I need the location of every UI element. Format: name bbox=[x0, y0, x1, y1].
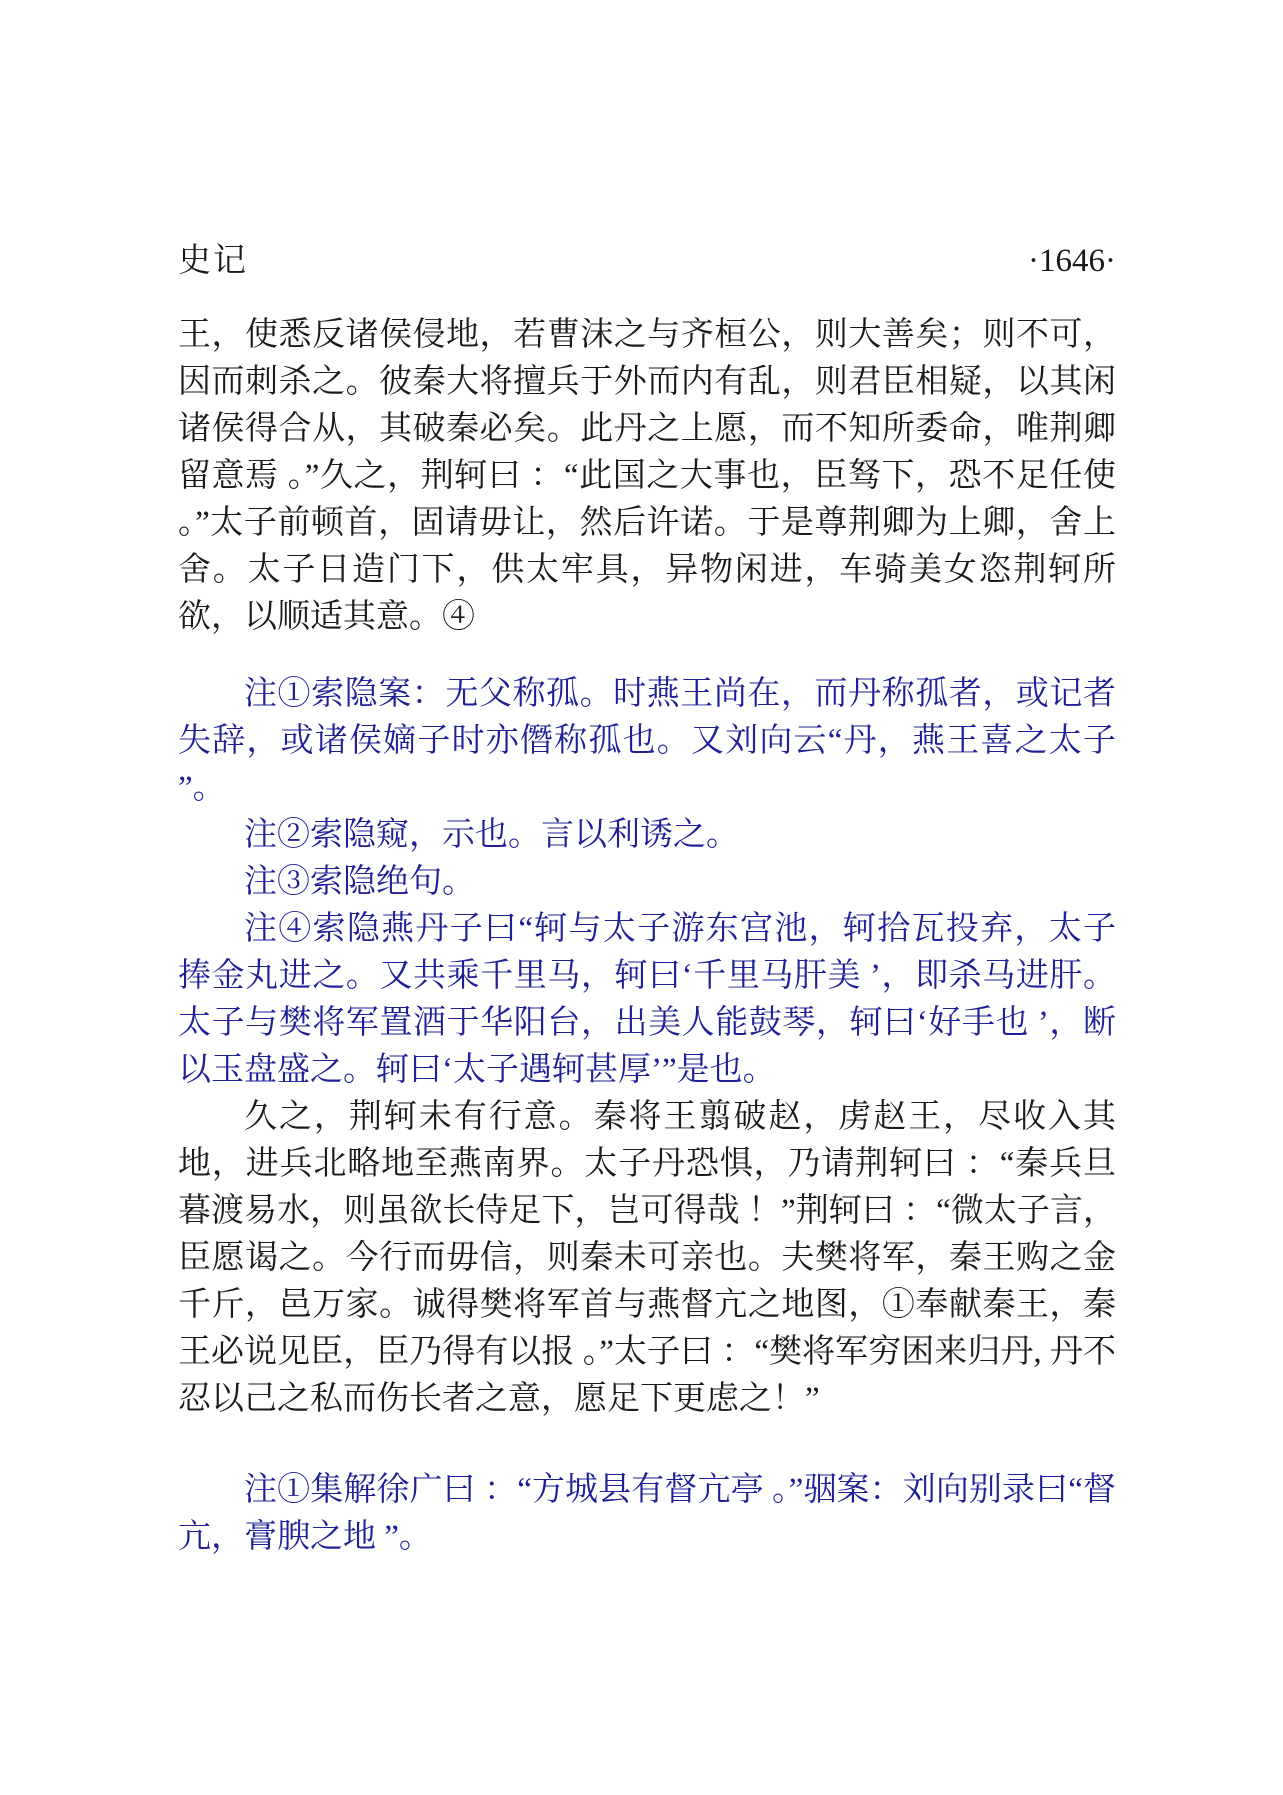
annotation-suoyin-3: 注③索隐绝句。 bbox=[244, 864, 475, 900]
annotation-suoyin-4: 注④索隐燕丹子曰“轲与太子游东宫池，轲拾瓦投弃，太子捧金丸进之。又共乘千里马，轲曰‘千里马肝美 ’，即杀马进肝。太子与樊将军置酒于华阳台，出美人能鼓琴，轲曰‘好手也 ’，断以玉盘盛之。轲曰‘太子遇轲甚厚’”是也。 bbox=[178, 911, 1116, 1088]
book-title: 史记 bbox=[178, 243, 248, 279]
main-paragraph-continuation: 王，使悉反诸侯侵地，若曹沫之与齐桓公，则大善矣；则不可，因而刺杀之。彼秦大将擅兵于外而内有乱，则君臣相疑，以其闲诸侯得合从，其破秦必矣。此丹之上愿，而不知所委命，唯荆卿留意焉 。”久之，荆轲曰 ：“此国之大事也，臣驽下，恐不足任使 。”太子前顿首，固请毋让，然后许诺。于是尊荆卿为上卿，舍上舍。太子日造门下，供太牢具，异物闲进，车骑美女恣荆轲所欲，以顺适其意。④ bbox=[178, 317, 1116, 635]
annotation-suoyin-1: 注①索隐案：无父称孤。时燕王尚在，而丹称孤者，或记者失辞，或诸侯嫡子时亦僭称孤也。又刘向云“丹，燕王喜之太子 ”。 bbox=[178, 676, 1116, 806]
annotation-block-2 bbox=[178, 1467, 1116, 1561]
page-body bbox=[178, 312, 1116, 1561]
page-number: ·1646· bbox=[1028, 243, 1116, 279]
annotation-suoyin-2: 注②索隐窥，示也。言以利诱之。 bbox=[244, 817, 739, 853]
page-header bbox=[178, 234, 1116, 281]
main-paragraph-2: 久之，荆轲未有行意。秦将王翦破赵，虏赵王，尽收入其地，进兵北略地至燕南界。太子丹恐惧，乃请荆轲曰 ：“秦兵旦暮渡易水，则虽欲长侍足下，岂可得哉 ！”荆轲曰 ：“微太子言，臣愿谒之。今行而毋信，则秦未可亲也。夫樊将军，秦王购之金千斤，邑万家。诚得樊将军首与燕督亢之地图，①奉献秦王，秦王必说见臣，臣乃得有以报 。”太子曰 ：“樊将军穷困来归丹, 丹不忍以己之私而伤长者之意，愿足下更虑之！” bbox=[178, 1099, 1116, 1417]
annotation-jijie-1: 注①集解徐广曰 ：“方城县有督亢亭 。”骃案：刘向别录曰“督亢，膏腴之地 ”。 bbox=[178, 1472, 1116, 1555]
annotation-block-1 bbox=[178, 671, 1116, 1094]
